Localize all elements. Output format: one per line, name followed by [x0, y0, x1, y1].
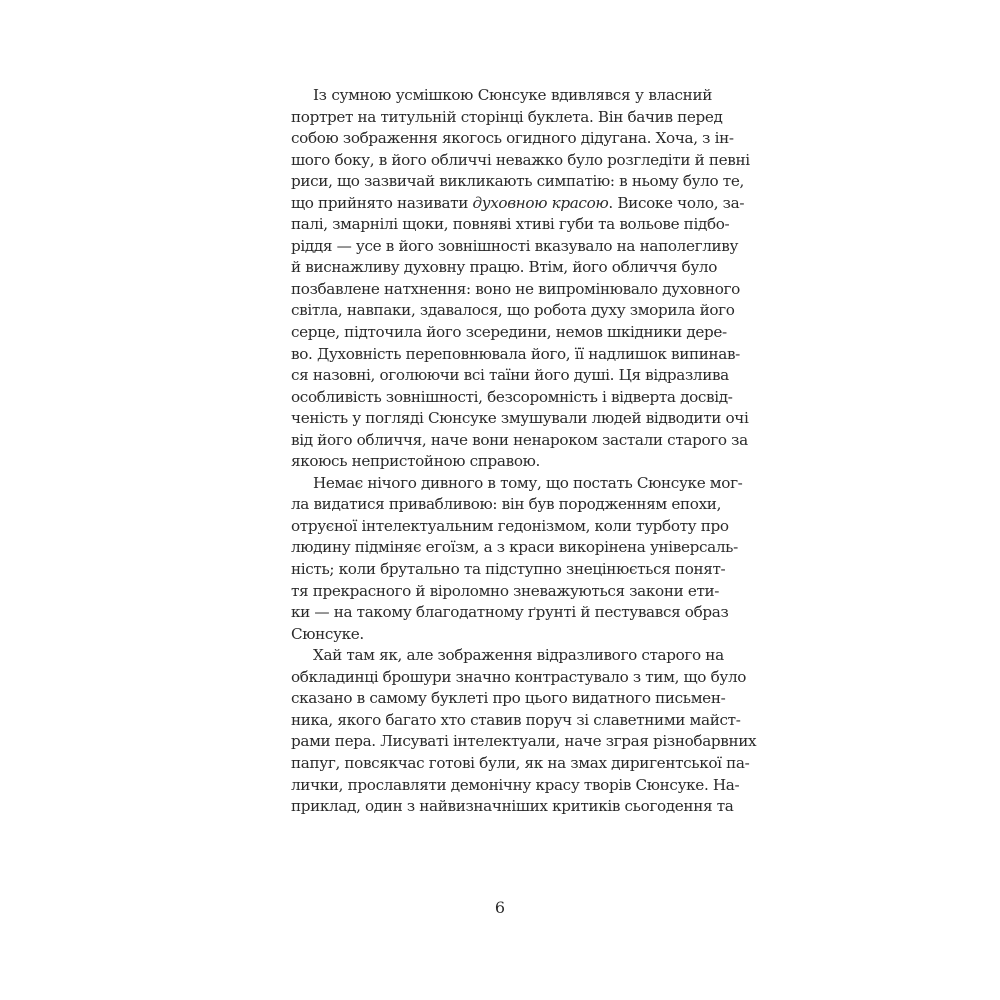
text-line: сказано в самому буклеті про цього видатного письмен- [291, 689, 726, 708]
text-line: палі, змарнілі щоки, повняві хтиві губи та вольове підбо- [291, 215, 730, 234]
paragraph [291, 85, 750, 473]
text-line: Хай там як, але зображення відразливого старого на [313, 646, 724, 665]
text-line: ріддя — усе в його зовнішності вказувало на наполегливу [291, 236, 739, 255]
text-line: собою зображення якогось огидного дідугана. Хоча, з ін- [291, 129, 734, 148]
text-line: отруєної інтелектуальним гедонізмом, коли турботу про [291, 516, 729, 535]
text-line: й виснажливу духовну працю. Втім, його обличчя було [291, 258, 717, 277]
text-line: папуг, повсякчас готові були, як на змах диригентської па- [291, 753, 750, 772]
text-line: тя прекрасного й віроломно зневажуються закони ети- [291, 581, 720, 600]
text-line: риси, що зазвичай викликають симпатію: в ньому було те, [291, 172, 744, 191]
text-line: шого боку, в його обличчі неважко було розгледіти й певні [291, 150, 750, 169]
paragraph [291, 645, 757, 817]
text-line: серце, підточила його зсередини, немов шкідники дере- [291, 323, 727, 342]
text-line: ся назовні, оголюючи всі таїни його душі. Ця відразлива [291, 366, 729, 385]
text-line: Немає нічого дивного в тому, що постать Сюнсуке мог- [313, 473, 743, 492]
text-line: Із сумною усмішкою Сюнсуке вдивлявся у власний [313, 86, 712, 104]
text-line: Сюнсуке. [291, 624, 364, 643]
paragraph [291, 473, 743, 645]
text-line: ника, якого багато хто ставив поруч зі славетними майст- [291, 710, 741, 729]
italic-emphasis: духовною красою [472, 193, 609, 212]
text-line: лички, прославляти демонічну красу творів Сюнсуке. На- [291, 775, 740, 794]
text-line: позбавлене натхнення: воно не випромінювало духовного [291, 279, 740, 298]
text-line: ність; коли брутально та підступно знецінюється понят- [291, 560, 726, 579]
text-line: світла, навпаки, здавалося, що робота духу зморила його [291, 301, 735, 320]
text-line: обкладинці брошури значно контрастувало з тим, що було [291, 667, 747, 686]
text-line [291, 193, 745, 215]
text-line: рами пера. Лисуваті інтелектуали, наче зграя різнобарвних [291, 732, 757, 751]
text-line: особливість зовнішності, безсоромність і відверта досвід- [291, 387, 733, 406]
text-line: людину підміняє егоїзм, а з краси викорінена універсаль- [291, 538, 738, 557]
book-page-text [291, 85, 757, 818]
text-line: ки — на такому благодатному ґрунті й пестувався образ [291, 603, 729, 622]
text-span: . Високе чоло, за- [608, 193, 745, 212]
text-line: портрет на титульній сторінці буклета. Він бачив перед [291, 107, 723, 126]
text-line: якоюсь непристойною справою. [291, 452, 540, 471]
text-line: ченість у погляді Сюнсуке змушували людей відводити очі [291, 409, 749, 428]
text-span: що прийнято називати [291, 193, 473, 212]
text-line: приклад, один з найвизначніших критиків сьогодення та [291, 797, 734, 816]
page-number: 6 [494, 898, 506, 917]
text-line: во. Духовність переповнювала його, її надлишок випинав- [291, 344, 740, 363]
text-line: від його обличчя, наче вони ненароком застали старого за [291, 430, 748, 449]
text-line: ла видатися привабливою: він був породженням епохи, [291, 495, 722, 514]
